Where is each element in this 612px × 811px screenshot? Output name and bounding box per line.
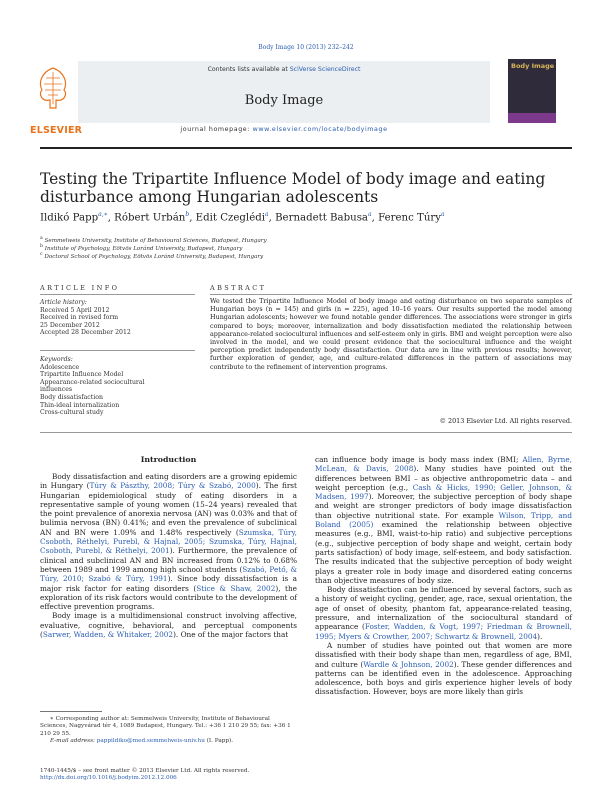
homepage-link[interactable]: www.elsevier.com/locate/bodyimage xyxy=(252,126,388,133)
affiliation-c-marker: c xyxy=(40,252,43,257)
author-separator: , xyxy=(189,212,196,224)
paragraph-text: ). Many studies have pointed out the differences between BMI – as objective anthropometric data – and weight perception (e.g., xyxy=(315,464,572,492)
email-suffix: (I. Papp). xyxy=(206,738,234,745)
publisher-logo: ELSEVIER xyxy=(30,125,83,136)
journal-reference[interactable]: Body Image 10 (2013) 232–242 xyxy=(258,44,354,51)
affiliation-a xyxy=(40,236,572,244)
citation-link[interactable]: Cash & Hicks, 1990; Geller, Johnson, & Madsen, 1997 xyxy=(315,482,572,502)
author-affiliation-marker[interactable]: b xyxy=(185,211,190,218)
history-item: Received in revised form xyxy=(40,314,119,322)
keywords-label: Keywords: xyxy=(40,356,73,363)
paragraph xyxy=(40,611,297,639)
paragraph-text: ). These gender differences and patterns can be identified even in the adolescence. Approaching adolescence, both boys and girls experience higher levels of body dissatisfaction. However, boys are more likely than girls xyxy=(315,659,572,697)
author-name: Ferenc Túry xyxy=(378,212,442,224)
keyword: Body dissatisfaction xyxy=(40,393,103,401)
affiliation-b xyxy=(40,244,572,252)
keyword: Adolescence xyxy=(40,363,80,371)
paragraph-text: Body dissatisfaction and eating disorders are a growing epidemic in Hungary ( xyxy=(40,472,297,491)
paragraph-text: Body dissatisfaction can be influenced by several factors, such as a history of weight cycling, gender, age, race, sexual orientation, the age of onset of obesity, phantom fat, appearance-related teasing, pressure, and internalization of the sociocultural standard of appearance ( xyxy=(315,585,572,632)
paragraph-text: ). Since body dissatisfaction is a major risk factor for eating disorders ( xyxy=(40,574,297,593)
affiliation-a-marker: a xyxy=(40,236,43,241)
abstract-rule xyxy=(210,294,572,295)
author-separator: , xyxy=(268,212,276,224)
abstract-text: We tested the Tripartite Influence Model of body image and eating disturbance on two separate samples of Hungarian boys (n = 145) and girls (n = 225), aged 10–16 years. Our results supported the model among Hungarian adolescents; however we found notable gender differences. The associations were stronger in girls compared to boys; moreover, internalization and body dissatisfaction mediated the relationship between appearance-related sociocultural influences and self-esteem only in girls. BMI and weight perception were also involved in the model, and we could present evidence that the sociocultural influence and the weight perception predict independently body dissatisfaction. Our data are in line with previous results; however, further exploration of gender, age, and culture-related differences in the pattern of associations may contribute to the refinement of intervention programs. xyxy=(210,297,572,371)
homepage-prefix: journal homepage: xyxy=(180,126,250,133)
introduction-heading: Introduction xyxy=(140,455,197,464)
author-name: Róbert Urbán xyxy=(114,212,186,224)
paragraph-text: Body image is a multidimensional construct involving affective, evaluative, cognitive, behavioral, and perceptual components ( xyxy=(40,611,297,640)
journal-cover-thumbnail xyxy=(508,59,556,123)
citation-link[interactable]: Wilson, Tripp, and Boland (2005) xyxy=(315,510,572,530)
author-name: Bernadett Babusa xyxy=(275,212,369,224)
corresponding-author-footnote xyxy=(40,716,297,746)
paragraph-text: examined the relationship between objective measures (e.g., BMI, waist-to-hip ratio) and subjective perceptions (e.g., subjective perception of body shape and weight, certain body parts satisfaction) of body image, self-esteem, and body satisfaction. The results indicated that the subjective perception of body weight plays a greater role in body image and disordered eating concerns than objective measures of body size. xyxy=(315,520,572,585)
author-list xyxy=(40,211,572,223)
citation-link[interactable]: Szumska, Túry, Csoboth, Réthelyi, Purebl, & Hajnal, 2005; Szumska, Túry, Hajnal, Csoboth, Purebl, & Réthelyi, 2001 xyxy=(40,527,297,556)
author-affiliation-marker[interactable]: a xyxy=(368,211,372,218)
cover-stripe xyxy=(508,113,556,123)
affiliation-c-text: Doctoral School of Psychology, Eötvös Loránd University, Budapest, Hungary xyxy=(44,253,264,260)
author-affiliation-marker[interactable]: a xyxy=(441,211,445,218)
affiliation-b-text: Institute of Psychology, Eötvös Loránd University, Budapest, Hungary xyxy=(44,245,243,252)
affiliation-b-marker: b xyxy=(40,244,43,249)
citation-link[interactable]: Stice & Shaw, 2002 xyxy=(196,583,276,593)
history-item: 25 December 2012 xyxy=(40,321,100,329)
keyword: Appearance-related sociocultural xyxy=(40,378,145,386)
article-info-heading: ARTICLE INFO xyxy=(40,284,120,292)
affiliation-c xyxy=(40,252,572,260)
citation-link[interactable]: Wardle & Johnson, 2002 xyxy=(363,659,454,669)
sciencedirect-link[interactable]: SciVerse ScienceDirect xyxy=(289,66,361,73)
journal-title: Body Image xyxy=(244,93,324,108)
keyword: Thin-ideal internalization xyxy=(40,401,120,409)
history-label: Article history: xyxy=(40,299,87,306)
article-title: Testing the Tripartite Influence Model of body image and eating disturbance among Hungarian adolescents xyxy=(40,170,546,206)
citation-link[interactable]: Sarwer, Wadden, & Whitaker, 2002 xyxy=(42,630,174,640)
masthead-banner xyxy=(78,61,490,123)
history-item: Accepted 28 December 2012 xyxy=(40,329,131,337)
body-column-left xyxy=(40,472,297,639)
masthead-rule xyxy=(40,147,572,149)
keywords-block xyxy=(40,356,195,417)
citation-link[interactable]: Túry & Pászthy, 2008; Túry & Szabó, 2000 xyxy=(89,481,256,491)
paragraph xyxy=(315,641,572,697)
contents-prefix: Contents lists available at xyxy=(207,66,288,73)
issn-line: 1740-1445/$ – see front matter © 2013 Elsevier Ltd. All rights reserved. xyxy=(40,768,250,774)
email-link[interactable]: pappildiko@med.semmelweis-univ.hu xyxy=(96,738,205,745)
abstract-bottom-rule xyxy=(40,432,572,433)
abstract-heading: ABSTRACT xyxy=(210,284,267,292)
doi-link[interactable]: http://dx.doi.org/10.1016/j.bodyim.2012.12.006 xyxy=(40,775,177,782)
author-separator: , xyxy=(371,212,379,224)
paragraph-text: can influence body image is body mass index (BMI; xyxy=(315,455,523,464)
citation-link[interactable]: Foster, Wadden, & Vogt, 1997; Friedman & Brownell, 1995; Myers & Crowther, 2007; Schwartz & Brownell, 2004 xyxy=(315,622,572,641)
bottom-info xyxy=(40,768,340,783)
paragraph-text: ). The first Hungarian epidemiological study of eating disorders in a representative sample of young women (15–24 years) revealed that the point prevalence of anorexia nervosa (AN) was 0.03% and that of bulimia nervosa (BN) 0.41%; and even the prevalence of subclinical AN and BN were 1.09% and 1.48% respectively ( xyxy=(40,481,297,537)
cover-title: Body Image xyxy=(511,62,555,70)
elsevier-tree-logo-icon xyxy=(34,64,72,112)
paragraph-text: ), the exploration of its risk factors would contribute to the development of effective prevention programs. xyxy=(40,583,298,612)
affiliation-a-text: Semmelweis University, Institute of Behavioural Sciences, Budapest, Hungary xyxy=(44,237,267,244)
paragraph-text: ). One of the major factors that xyxy=(173,630,289,640)
paragraph xyxy=(315,455,572,585)
author-name: Ildikó Papp xyxy=(40,212,99,224)
paragraph xyxy=(40,472,297,611)
citation-link[interactable]: Szabó, Pető, & Túry, 2010; Szabó & Túry, 1991 xyxy=(40,564,297,584)
author-name: Edit Czeglédi xyxy=(195,212,265,224)
citation-link[interactable]: Allen, Byrne, McLean, & Davis, 2008 xyxy=(315,455,573,474)
article-info-rule xyxy=(40,294,195,295)
paragraph xyxy=(315,585,572,641)
email-line xyxy=(40,738,297,745)
history-item: Received 5 April 2012 xyxy=(40,306,110,314)
keywords-rule xyxy=(40,350,195,351)
corresponding-text: ∗ Corresponding author at: Semmelweis University, Institute of Behavioural Sciences, Nagyvárad tér 4, 1089 Budapest, Hungary. Tel.: +36 1 210 29 55; fax: +36 1 210 29 55. xyxy=(40,716,291,737)
copyright: © 2013 Elsevier Ltd. All rights reserved. xyxy=(439,417,572,425)
paragraph-text: A number of studies have pointed out that women are more dissatisfied with their body shape than men, regardless of age, BMI, and culture ( xyxy=(315,640,572,669)
journal-homepage xyxy=(78,126,490,133)
email-label: E-mail address: xyxy=(50,738,95,745)
journal-masthead xyxy=(30,59,582,141)
paragraph-text: ). Moreover, the subjective perception of body shape and weight are stronger predictors of body image dissatisfaction than objective nutritional state. For example xyxy=(315,492,572,520)
paragraph-text: ). xyxy=(537,631,543,641)
keyword: Cross-cultural study xyxy=(40,409,104,417)
keyword: Tripartite Influence Model xyxy=(40,371,124,379)
footnote-rule xyxy=(40,711,102,712)
article-history xyxy=(40,299,195,337)
keyword: influences xyxy=(40,386,73,394)
paragraph-text: ). Furthermore, the prevalence of clinical and subclinical AN and BN increased from 0.12% to 0.68% between 1989 and 1999 among high school students ( xyxy=(40,546,297,574)
author-affiliation-marker[interactable]: a xyxy=(265,211,269,218)
author-separator: , xyxy=(107,212,115,224)
author-affiliation-marker[interactable]: a,∗ xyxy=(98,211,108,218)
body-column-right xyxy=(315,455,572,697)
contents-line xyxy=(78,66,490,73)
